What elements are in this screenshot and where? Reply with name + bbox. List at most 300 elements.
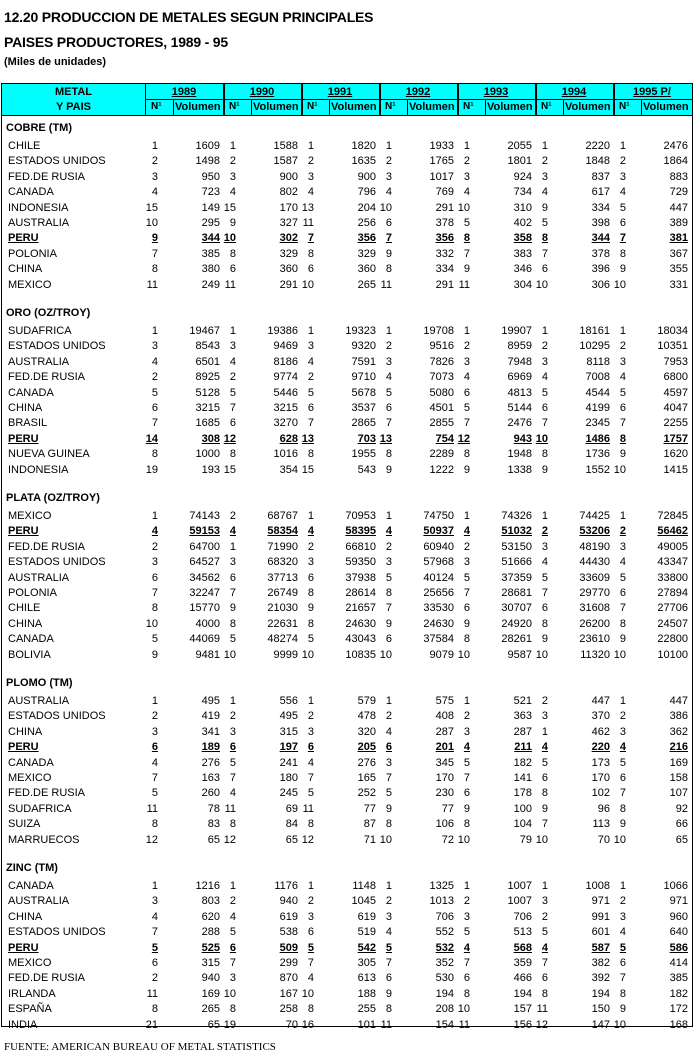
volume-cell: 10100 <box>657 648 688 661</box>
rank-cell: 7 <box>151 247 158 260</box>
page-title-line1: 12.20 PRODUCCION DE METALES SEGUN PRINCIPALES <box>4 9 374 25</box>
volume-cell: 960 <box>669 910 688 923</box>
volume-cell: 147 <box>591 1018 610 1031</box>
table-row <box>2 324 692 339</box>
volume-cell: 734 <box>513 186 532 199</box>
rank-cell: 6 <box>541 972 548 985</box>
rank-cell: 2 <box>385 540 392 553</box>
volume-cell: 211 <box>514 741 532 754</box>
volume-cell: 2855 <box>429 417 454 430</box>
rank-cell: 3 <box>463 170 470 183</box>
rank-cell: 1 <box>619 510 626 522</box>
volume-cell: 58354 <box>267 525 298 538</box>
rank-cell: 13 <box>301 201 314 214</box>
rank-cell: 4 <box>619 741 626 754</box>
rank-cell: 10 <box>457 648 470 661</box>
volume-cell: 83 <box>207 818 220 831</box>
volume-cell: 402 <box>513 217 532 229</box>
volume-cell: 87 <box>363 818 376 831</box>
rank-cell: 4 <box>229 355 236 368</box>
rank-cell: 6 <box>307 926 314 939</box>
volume-cell: 65 <box>207 1018 220 1031</box>
rank-cell: 7 <box>619 787 626 800</box>
volume-cell: 462 <box>591 725 610 738</box>
volume-cell: 1635 <box>351 155 376 168</box>
rank-cell: 9 <box>151 232 158 245</box>
rank-cell: 8 <box>619 617 626 630</box>
country-name: PERU <box>8 941 39 954</box>
rank-cell: 9 <box>619 818 626 831</box>
volume-cell: 170 <box>279 201 298 214</box>
volume-cell: 37584 <box>423 633 454 646</box>
volume-cell: 4501 <box>429 402 454 414</box>
rank-cell: 5 <box>619 756 626 769</box>
volume-cell: 1338 <box>507 463 532 476</box>
volume-cell: 6800 <box>663 371 688 384</box>
volume-cell: 5446 <box>273 386 298 399</box>
rank-cell: 10 <box>457 833 470 846</box>
table-row <box>2 802 692 817</box>
rank-cell: 5 <box>151 787 158 800</box>
country-name: ESTADOS UNIDOS <box>8 710 106 723</box>
rank-cell: 3 <box>385 556 392 569</box>
rank-cell: 4 <box>619 371 626 384</box>
volume-cell: 43347 <box>657 556 688 569</box>
rank-cell: 1 <box>151 510 158 522</box>
volume-cell: 1685 <box>195 417 220 430</box>
volume-cell: 79 <box>519 833 532 846</box>
rank-cell: 3 <box>229 556 236 569</box>
country-name: AUSTRALIA <box>8 895 70 908</box>
table-row <box>2 524 692 539</box>
volume-cell: 8118 <box>586 355 610 368</box>
volume-cell: 65 <box>285 833 298 846</box>
rank-cell: 6 <box>385 217 392 229</box>
rank-cell: 5 <box>619 201 626 214</box>
rank-cell: 15 <box>301 463 314 476</box>
rank-cell: 2 <box>229 371 236 384</box>
rank-cell: 1 <box>541 725 548 738</box>
volume-cell: 4544 <box>585 386 610 399</box>
volume-cell: 542 <box>357 941 376 954</box>
rank-cell: 7 <box>307 957 314 969</box>
header-year: 1989 <box>171 86 197 98</box>
rank-cell: 2 <box>541 525 548 538</box>
rank-cell: 9 <box>463 463 470 476</box>
country-name: CANADA <box>8 756 54 769</box>
volume-cell: 729 <box>669 186 688 199</box>
volume-cell: 291 <box>435 278 454 291</box>
rank-cell: 3 <box>619 725 626 738</box>
volume-cell: 106 <box>435 818 454 831</box>
volume-cell: 58395 <box>345 525 376 538</box>
rank-cell: 3 <box>541 540 548 553</box>
table-row <box>2 771 692 786</box>
rank-cell: 10 <box>613 648 626 661</box>
rank-cell: 7 <box>541 247 548 260</box>
rank-cell: 5 <box>307 941 314 954</box>
volume-cell: 1013 <box>429 895 454 908</box>
table-row <box>2 617 692 632</box>
volume-cell: 315 <box>201 957 220 969</box>
volume-cell: 380 <box>201 263 220 276</box>
rank-cell: 4 <box>229 910 236 923</box>
volume-cell: 332 <box>435 247 454 260</box>
volume-cell: 320 <box>357 725 376 738</box>
volume-cell: 1007 <box>507 880 532 892</box>
country-name: IRLANDA <box>8 987 56 1000</box>
rank-cell: 8 <box>229 818 236 831</box>
volume-cell: 769 <box>435 186 454 199</box>
country-name: PERU <box>8 232 39 245</box>
rank-cell: 2 <box>385 340 392 353</box>
volume-cell: 386 <box>669 710 688 723</box>
volume-cell: 3215 <box>273 402 298 414</box>
rank-cell: 2 <box>619 525 626 538</box>
rank-cell: 1 <box>385 880 392 892</box>
rank-cell: 2 <box>229 710 236 723</box>
volume-cell: 65 <box>207 833 220 846</box>
volume-cell: 346 <box>513 263 532 276</box>
header-year: 1990 <box>249 86 275 98</box>
volume-cell: 265 <box>201 1003 220 1016</box>
rank-cell: 5 <box>541 571 548 584</box>
rank-cell: 11 <box>380 278 392 291</box>
rank-cell: 5 <box>151 633 158 646</box>
rank-cell: 1 <box>151 140 158 152</box>
volume-cell: 49005 <box>657 540 688 553</box>
rank-cell: 5 <box>385 386 392 399</box>
table-row <box>2 1002 692 1017</box>
rank-cell: 7 <box>541 957 548 969</box>
rank-cell: 7 <box>151 926 158 939</box>
rank-cell: 7 <box>619 602 626 615</box>
volume-cell: 194 <box>435 987 454 1000</box>
country-name: ESPAÑA <box>8 1003 52 1016</box>
volume-cell: 172 <box>669 1003 688 1016</box>
rank-cell: 9 <box>619 263 626 276</box>
rank-cell: 9 <box>385 987 392 1000</box>
rank-cell: 5 <box>307 386 314 399</box>
rank-cell: 3 <box>307 340 314 353</box>
rank-cell: 4 <box>385 525 392 538</box>
rank-cell: 4 <box>463 525 470 538</box>
table-row <box>2 262 692 277</box>
rank-cell: 5 <box>541 217 548 229</box>
rank-cell: 19 <box>145 463 158 476</box>
volume-cell: 28261 <box>501 633 532 646</box>
volume-cell: 802 <box>279 186 298 199</box>
rank-cell: 9 <box>619 1003 626 1016</box>
volume-cell: 3215 <box>195 402 220 414</box>
volume-cell: 1736 <box>585 448 610 461</box>
rank-cell: 1 <box>385 325 392 337</box>
rank-cell: 8 <box>619 247 626 260</box>
volume-cell: 19907 <box>501 325 532 337</box>
volume-cell: 10835 <box>345 648 376 661</box>
table-body <box>1 116 693 1031</box>
volume-cell: 3537 <box>351 402 376 414</box>
volume-cell: 1955 <box>351 448 376 461</box>
volume-cell: 7826 <box>429 355 454 368</box>
header-n: N¹ <box>151 101 162 112</box>
rank-cell: 2 <box>307 371 314 384</box>
volume-cell: 37713 <box>267 571 298 584</box>
volume-cell: 5144 <box>507 402 532 414</box>
volume-cell: 23610 <box>579 633 610 646</box>
rank-cell: 15 <box>223 201 236 214</box>
rank-cell: 5 <box>541 386 548 399</box>
rank-cell: 6 <box>307 402 314 414</box>
volume-cell: 587 <box>591 941 610 954</box>
rank-cell: 11 <box>146 278 158 291</box>
country-name: POLONIA <box>8 247 57 260</box>
volume-cell: 33800 <box>657 571 688 584</box>
rank-cell: 2 <box>541 695 548 707</box>
volume-cell: 241 <box>279 756 298 769</box>
volume-cell: 188 <box>357 987 376 1000</box>
volume-cell: 628 <box>279 432 298 445</box>
rank-cell: 2 <box>151 155 158 168</box>
volume-cell: 5678 <box>351 386 376 399</box>
volume-cell: 4199 <box>585 402 610 414</box>
rank-cell: 6 <box>151 571 158 584</box>
volume-cell: 1325 <box>429 880 454 892</box>
rank-cell: 2 <box>385 710 392 723</box>
volume-cell: 205 <box>357 741 376 754</box>
rank-cell: 10 <box>379 833 392 846</box>
table-row <box>2 601 692 616</box>
rank-cell: 7 <box>385 417 392 430</box>
volume-cell: 943 <box>513 432 532 445</box>
volume-cell: 360 <box>279 263 298 276</box>
rank-cell: 6 <box>385 402 392 414</box>
rank-cell: 5 <box>619 571 626 584</box>
rank-cell: 8 <box>307 1003 314 1016</box>
header-divider <box>563 99 564 115</box>
volume-cell: 19323 <box>345 325 376 337</box>
volume-cell: 167 <box>279 987 298 1000</box>
rank-cell: 7 <box>229 402 236 414</box>
rank-cell: 2 <box>619 155 626 168</box>
volume-cell: 27894 <box>657 587 688 599</box>
volume-cell: 362 <box>669 725 688 738</box>
country-name: FED.DE RUSIA <box>8 170 86 183</box>
table-row <box>2 786 692 801</box>
volume-cell: 356 <box>357 232 376 245</box>
rank-cell: 2 <box>229 155 236 168</box>
page-title-line2: PAISES PRODUCTORES, 1989 - 95 <box>4 34 228 50</box>
table-row <box>2 632 692 647</box>
rank-cell: 1 <box>307 510 314 522</box>
volume-cell: 924 <box>513 170 532 183</box>
volume-cell: 341 <box>201 725 220 738</box>
volume-cell: 617 <box>591 186 610 199</box>
rank-cell: 8 <box>307 247 314 260</box>
rank-cell: 12 <box>223 432 236 445</box>
volume-cell: 2055 <box>507 140 532 152</box>
rank-cell: 2 <box>541 155 548 168</box>
rank-cell: 5 <box>463 571 470 584</box>
header-year: 1995 P/ <box>633 86 671 98</box>
volume-cell: 9774 <box>273 371 298 384</box>
table-row <box>2 231 692 246</box>
rank-cell: 2 <box>151 540 158 553</box>
header-divider <box>407 99 408 115</box>
volume-cell: 703 <box>357 432 376 445</box>
rank-cell: 7 <box>541 587 548 599</box>
rank-cell: 9 <box>541 633 548 646</box>
volume-cell: 66810 <box>345 540 376 553</box>
country-name: MEXICO <box>8 510 52 522</box>
table-row <box>2 339 692 354</box>
rank-cell: 7 <box>463 417 470 430</box>
rank-cell: 10 <box>457 1003 470 1016</box>
rank-cell: 10 <box>613 1018 626 1031</box>
volume-cell: 51032 <box>501 525 532 538</box>
rank-cell: 3 <box>619 540 626 553</box>
rank-cell: 8 <box>307 818 314 831</box>
volume-cell: 381 <box>669 232 688 245</box>
rank-cell: 1 <box>307 880 314 892</box>
country-name: CANADA <box>8 186 54 199</box>
volume-cell: 543 <box>357 463 376 476</box>
country-name: PERU <box>8 525 39 538</box>
volume-cell: 10351 <box>657 340 688 353</box>
table-row <box>2 817 692 832</box>
table-row <box>2 894 692 909</box>
rank-cell: 7 <box>541 417 548 430</box>
table-row <box>2 1018 692 1033</box>
rank-cell: 8 <box>385 818 392 831</box>
table-row <box>2 386 692 401</box>
rank-cell: 6 <box>619 957 626 969</box>
table-row <box>2 185 692 200</box>
rank-cell: 9 <box>385 463 392 476</box>
volume-cell: 331 <box>669 278 688 291</box>
country-name: AUSTRALIA <box>8 695 70 707</box>
rank-cell: 10 <box>145 217 158 229</box>
rank-cell: 7 <box>307 772 314 784</box>
volume-cell: 991 <box>591 910 610 923</box>
rank-cell: 10 <box>379 648 392 661</box>
rank-cell: 10 <box>379 201 392 214</box>
rank-cell: 1 <box>307 140 314 152</box>
volume-cell: 345 <box>435 756 454 769</box>
volume-cell: 9999 <box>273 648 298 661</box>
volume-cell: 306 <box>591 278 610 291</box>
table-row <box>2 586 692 601</box>
rank-cell: 3 <box>385 355 392 368</box>
rank-cell: 6 <box>151 741 158 754</box>
rank-cell: 3 <box>151 340 158 353</box>
volume-cell: 154 <box>435 1018 454 1031</box>
volume-cell: 1757 <box>663 432 688 445</box>
rank-cell: 4 <box>307 525 314 538</box>
rank-cell: 3 <box>619 355 626 368</box>
volume-cell: 59350 <box>345 556 376 569</box>
volume-cell: 2865 <box>351 417 376 430</box>
volume-cell: 525 <box>201 941 220 954</box>
volume-cell: 7073 <box>429 371 454 384</box>
volume-cell: 287 <box>513 725 532 738</box>
volume-cell: 327 <box>279 217 298 229</box>
rank-cell: 4 <box>541 556 548 569</box>
volume-cell: 706 <box>435 910 454 923</box>
volume-cell: 28681 <box>501 587 532 599</box>
volume-cell: 169 <box>201 987 220 1000</box>
volume-cell: 66 <box>675 818 688 831</box>
rank-cell: 10 <box>535 432 548 445</box>
rank-cell: 3 <box>229 725 236 738</box>
rank-cell: 9 <box>385 617 392 630</box>
volume-cell: 70 <box>285 1018 298 1031</box>
rank-cell: 5 <box>385 571 392 584</box>
rank-cell: 1 <box>619 880 626 892</box>
rank-cell: 4 <box>229 186 236 199</box>
table-row <box>2 956 692 971</box>
volume-cell: 157 <box>513 1003 532 1016</box>
table-row <box>2 571 692 586</box>
rank-cell: 5 <box>229 633 236 646</box>
rank-cell: 3 <box>541 355 548 368</box>
country-name: ESTADOS UNIDOS <box>8 556 106 569</box>
volume-cell: 1588 <box>273 140 298 152</box>
rank-cell: 9 <box>463 617 470 630</box>
rank-cell: 1 <box>463 140 470 152</box>
table-row <box>2 709 692 724</box>
rank-cell: 9 <box>541 463 548 476</box>
rank-cell: 11 <box>536 1003 548 1016</box>
volume-cell: 220 <box>591 741 610 754</box>
rank-cell: 5 <box>229 756 236 769</box>
rank-cell: 1 <box>619 695 626 707</box>
header-pais-label: Y PAIS <box>55 101 92 113</box>
volume-cell: 68767 <box>267 510 298 522</box>
volume-cell: 378 <box>435 217 454 229</box>
rank-cell: 1 <box>229 325 236 337</box>
volume-cell: 71 <box>363 833 376 846</box>
volume-cell: 532 <box>435 941 454 954</box>
volume-cell: 33530 <box>423 602 454 615</box>
rank-cell: 5 <box>229 926 236 939</box>
volume-cell: 1609 <box>195 140 220 152</box>
rank-cell: 6 <box>619 587 626 599</box>
rank-cell: 3 <box>463 355 470 368</box>
volume-cell: 19467 <box>189 325 220 337</box>
rank-cell: 1 <box>541 510 548 522</box>
rank-cell: 10 <box>223 648 236 661</box>
volume-cell: 447 <box>591 695 610 707</box>
volume-cell: 344 <box>591 232 610 245</box>
table-row <box>2 694 692 709</box>
volume-cell: 1016 <box>273 448 298 461</box>
source-note: FUENTE: AMERICAN BUREAU OF METAL STATISTICS <box>4 1041 276 1053</box>
volume-cell: 392 <box>591 972 610 985</box>
volume-cell: 77 <box>441 802 454 815</box>
rank-cell: 4 <box>307 355 314 368</box>
header-volumen: Volumen <box>409 101 455 113</box>
country-name: CANADA <box>8 633 54 646</box>
volume-cell: 382 <box>591 957 610 969</box>
volume-cell: 59153 <box>189 525 220 538</box>
volume-cell: 723 <box>201 186 220 199</box>
table-row <box>2 555 692 570</box>
rank-cell: 4 <box>463 371 470 384</box>
rank-cell: 3 <box>151 895 158 908</box>
rank-cell: 7 <box>463 957 470 969</box>
volume-cell: 360 <box>357 263 376 276</box>
